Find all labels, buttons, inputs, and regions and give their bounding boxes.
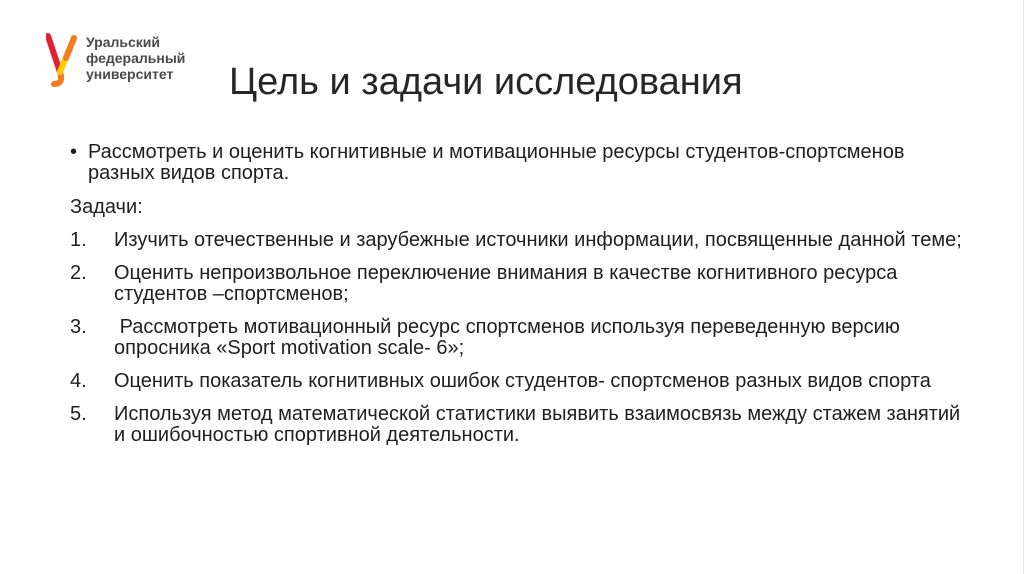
- logo-text: [86, 34, 185, 82]
- slide-content: [70, 142, 970, 458]
- task-number: 4.: [70, 370, 87, 392]
- task-item: [70, 230, 970, 251]
- task-item: [70, 263, 970, 305]
- task-text: Оценить показатель когнитивных ошибок студентов- спортсменов разных видов спорта: [114, 370, 931, 392]
- urfu-logo-icon: [46, 32, 80, 88]
- task-item: [70, 317, 970, 359]
- task-number: 5.: [70, 403, 87, 425]
- task-item: [70, 404, 970, 446]
- university-logo: [46, 32, 216, 88]
- task-text: Используя метод математической статистики выявить взаимосвязь между стажем занятий и ошибочностью спортивной деятельности.: [114, 403, 961, 446]
- tasks-heading: Задачи:: [70, 196, 143, 218]
- bullet-marker: •: [70, 141, 78, 163]
- goal-item: [70, 142, 970, 184]
- page-title: Цель и задачи исследования: [229, 61, 743, 103]
- logo-line: федеральный: [86, 50, 186, 66]
- task-number: 1.: [70, 229, 87, 251]
- goal-text: Рассмотреть и оценить когнитивные и мотивационные ресурсы студентов-спортсменов разных видов спорта.: [88, 141, 905, 184]
- task-text: Рассмотреть мотивационный ресурс спортсменов используя переведенную версию опросника «Sport motivation scale- 6»;: [114, 316, 906, 359]
- task-item: [70, 371, 970, 392]
- task-number: 2.: [70, 262, 87, 284]
- task-text: Изучить отечественные и зарубежные источники информации, посвященные данной теме;: [114, 229, 962, 251]
- logo-line: университет: [86, 66, 174, 82]
- logo-line: Уральский: [86, 34, 161, 50]
- task-text: Оценить непроизвольное переключение внимания в качестве когнитивного ресурса студентов –спортсменов;: [114, 262, 898, 305]
- task-number: 3.: [70, 316, 87, 338]
